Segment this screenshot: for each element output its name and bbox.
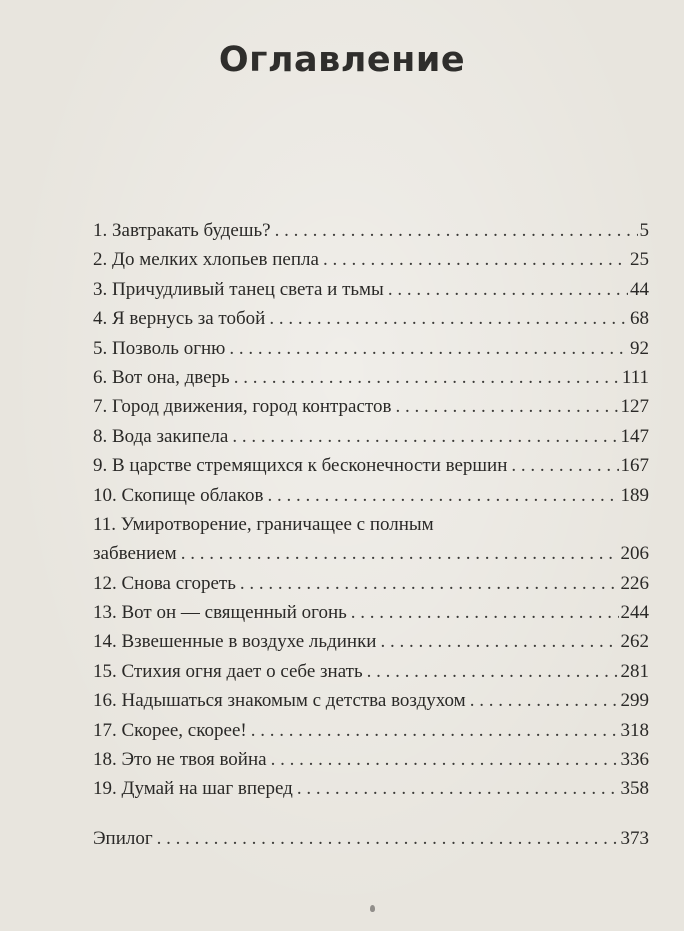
toc-entry-page: 25 [630, 249, 649, 271]
dot-leader [388, 275, 628, 304]
dot-leader [229, 334, 628, 363]
dot-leader [297, 774, 619, 803]
dot-leader [323, 245, 628, 274]
toc-entry-label: 1. Завтракать будешь? [93, 220, 271, 241]
toc-entry-2 [93, 245, 649, 274]
toc-entry-page: 318 [620, 719, 649, 741]
toc-entry-label: Эпилог [93, 827, 153, 849]
toc-entry-4 [93, 304, 649, 333]
toc-entry-7 [93, 392, 649, 421]
toc-entry-page: 167 [620, 455, 649, 477]
dot-leader [395, 392, 618, 421]
toc-entry-6 [93, 363, 649, 392]
toc-entry-label: 11. Умиротворение, граничащее с полным [93, 513, 434, 535]
dot-leader [367, 657, 619, 686]
toc-entry-page: 226 [620, 572, 649, 594]
toc-entry-page: 147 [620, 425, 649, 447]
dot-leader [275, 216, 638, 245]
page-title: Оглавление [218, 40, 466, 80]
toc-entry-page: 68 [630, 308, 649, 330]
dot-leader [267, 481, 618, 510]
dot-leader [240, 569, 619, 598]
toc-entry-epilogue [93, 824, 649, 853]
toc-entry-page: 358 [620, 778, 649, 800]
toc-entry-label: 2. До мелких хлопьев пепла [93, 249, 319, 271]
dot-leader [269, 304, 628, 333]
toc-entry-page: 206 [620, 543, 649, 565]
dot-leader [251, 716, 619, 745]
toc-entry-label: 3. Причудливый танец света и тьмы [93, 278, 384, 300]
toc-entry-label: 4. Я вернусь за тобой [93, 308, 266, 330]
table-of-contents [93, 216, 649, 853]
toc-entry-11-line-1 [93, 510, 649, 539]
toc-entry-label: 15. Стихия огня дает о себе знать [93, 660, 363, 682]
toc-entry-label: 16. Надышаться знакомым с детства воздухом [93, 690, 466, 712]
dot-leader [157, 824, 619, 853]
toc-entry-page: 299 [620, 690, 649, 712]
toc-entry-page: 44 [630, 278, 649, 300]
toc-entry-page: 111 [621, 366, 649, 388]
toc-entry-page: 5 [639, 220, 649, 241]
toc-entry-3 [93, 275, 649, 304]
toc-entry-17 [93, 716, 649, 745]
toc-entry-1 [93, 216, 649, 245]
toc-entry-label: 14. Взвешенные в воздухе льдинки [93, 631, 377, 653]
dot-leader [470, 686, 619, 715]
toc-entry-page: 262 [620, 631, 649, 653]
dot-leader [234, 363, 620, 392]
toc-entry-label: 19. Думай на шаг вперед [93, 778, 293, 800]
toc-entry-13 [93, 598, 649, 627]
toc-entry-page: 281 [620, 660, 649, 682]
dot-leader [351, 598, 619, 627]
toc-entry-page: 336 [620, 749, 649, 771]
toc-entry-11-line-2 [93, 539, 649, 568]
toc-entry-label: 13. Вот он — священный огонь [93, 602, 347, 624]
toc-entry-label-continuation: забвением [93, 543, 177, 565]
toc-entry-label: 5. Позволь огню [93, 337, 226, 359]
toc-entry-page: 244 [620, 602, 649, 624]
toc-entry-page: 127 [620, 396, 649, 418]
toc-entry-label: 9. В царстве стремящихся к бесконечности вершин [93, 455, 508, 477]
toc-entry-page: 189 [620, 484, 649, 506]
toc-entry-page: 92 [630, 337, 649, 359]
toc-entry-label: 12. Снова сгореть [93, 572, 236, 594]
toc-entry-12 [93, 569, 649, 598]
toc-entry-15 [93, 657, 649, 686]
dot-leader [380, 627, 618, 656]
dot-leader [511, 451, 618, 480]
dot-leader [232, 422, 618, 451]
toc-entry-label: 17. Скорее, скорее! [93, 719, 247, 741]
toc-entry-label: 18. Это не твоя война [93, 749, 267, 771]
ink-speck [370, 905, 375, 912]
toc-entry-16 [93, 686, 649, 715]
toc-entry-8 [93, 422, 649, 451]
toc-entry-18 [93, 745, 649, 774]
dot-leader [271, 745, 619, 774]
toc-entry-19 [93, 774, 649, 803]
toc-entry-label: 10. Скопище облаков [93, 484, 264, 506]
toc-entry-5 [93, 334, 649, 363]
toc-entry-14 [93, 627, 649, 656]
toc-entry-label: 7. Город движения, город контрастов [93, 396, 392, 418]
dot-leader [181, 539, 619, 568]
toc-entry-label: 6. Вот она, дверь [93, 366, 230, 388]
toc-entry-page: 373 [620, 827, 649, 849]
toc-entry-10 [93, 481, 649, 510]
toc-entry-label: 8. Вода закипела [93, 425, 229, 447]
toc-entry-9 [93, 451, 649, 480]
